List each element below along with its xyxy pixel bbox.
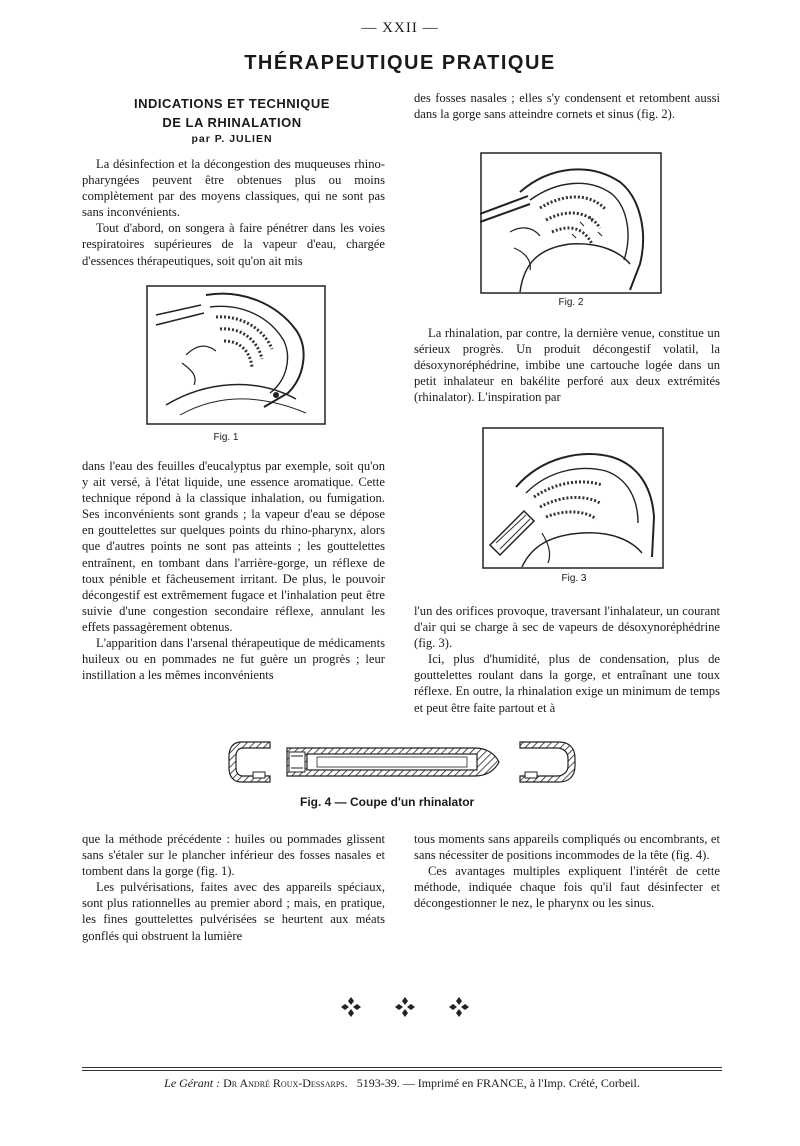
paragraph: L'apparition dans l'arsenal thérapeutique de médicaments huileux ou en pommades ne fut guère un progrès ; leur instillation a les mêmes inconvénients	[82, 636, 385, 683]
col1-mid-text	[82, 458, 385, 683]
col1-top-text	[82, 156, 385, 269]
paragraph: Tout d'abord, on songera à faire pénétrer dans les voies respiratoires supérieures de la vapeur d'eau, chargée d'essences thérapeutiques, soit qu'on ait mis	[82, 221, 385, 268]
paragraph: dans l'eau des feuilles d'eucalyptus par exemple, soit qu'on y ait versé, à l'état liquide, une essence aromatique. Cette technique répond à la classique inhalation, ou fumigation. Ses inconvénients sont grands ; la vapeur d'eau se dépose en gouttelettes sur quelques points du rhino-pharynx, alors que d'autres points ne sont pas atteints ; les gouttelettes entraînent, en tombant dans l'arrière-gorge, un réflexe de toux pénible et fâcheusement irritant. De plus, le pouvoir décongestif est extrêmement fugace et l'inhalation peut être suivie d'une congestion secondaire réflexe, annulant les effets passagèrement obtenus.	[82, 459, 385, 634]
manager-label: Le Gérant :	[164, 1076, 221, 1090]
section-end-ornament	[340, 996, 470, 1018]
col2-bottom-text	[414, 831, 720, 911]
col2-mid2-text	[414, 603, 720, 716]
paragraph: La désinfection et la décongestion des muqueuses rhino-pharyngées peuvent être obtenues plus ou moins complètement par des moyens classiques, qui ne sont pas sans inconvénients.	[82, 157, 385, 220]
figure-3-caption: Fig. 3	[561, 573, 587, 584]
paragraph: tous moments sans appareils compliqués ou encombrants, et sans nécessiter de positions incommodes de la tête (fig. 4).	[414, 832, 720, 863]
article-title-line-1: INDICATIONS ET TECHNIQUE	[134, 96, 330, 111]
paragraph: La rhinalation, par contre, la dernière venue, constitue un sérieux progrès. Un produit décongestif volatil, la désoxynoréphédrine, imbibe une cartouche logée dans un petit inhalateur en bakélite perforé aux deux extrémités (rhinalator). L'inspiration par	[414, 326, 720, 405]
printer-info: — Imprimé en FRANCE, à l'Imp. Crété, Corbeil.	[402, 1076, 640, 1090]
figure-1-caption: Fig. 1	[213, 432, 239, 443]
figure-3-illustration	[482, 427, 664, 569]
paragraph: des fosses nasales ; elles s'y condensent et retombent aussi dans la gorge sans atteindre cornets et sinus (fig. 2).	[414, 91, 720, 122]
diamond-ornament-icon	[340, 996, 362, 1018]
figure-1-illustration	[146, 285, 326, 425]
manager-name: Dr André Roux-Dessarps.	[223, 1076, 348, 1090]
diamond-ornament-icon	[448, 996, 470, 1018]
figure-2-caption: Fig. 2	[558, 297, 584, 308]
paragraph: Ces avantages multiples expliquent l'intérêt de cette méthode, indiquée chaque fois qu'il faut désinfecter et décongestionner le nez, le pharynx ou les sinus.	[414, 864, 720, 911]
paragraph: Ici, plus d'humidité, plus de condensation, plus de gouttelettes roulant dans la gorge, et entraînant une toux réflexe. En outre, la rhinalation exige un minimum de temps et peut être faite partout et à	[414, 652, 720, 715]
col2-top-text	[414, 90, 720, 122]
figure-4-caption: Fig. 4 — Coupe d'un rhinalator	[300, 795, 475, 809]
col2-mid1-text	[414, 325, 720, 405]
col1-bottom-text	[82, 831, 385, 944]
paragraph: Les pulvérisations, faites avec des appareils spéciaux, sont plus rationnelles au premier abord ; mais, en pratique, les fines gouttelettes pulvérisées se heurtent aux méats gonflés qui obstruent la lumière	[82, 880, 385, 943]
diamond-ornament-icon	[394, 996, 416, 1018]
page-title: THÉRAPEUTIQUE PRATIQUE	[244, 52, 556, 74]
article-byline: par P. JULIEN	[191, 133, 273, 145]
paragraph: que la méthode précédente : huiles ou pommades glissent sans s'étaler sur le plancher inférieur des fosses nasales et tombent dans la gorge (fig. 1).	[82, 832, 385, 879]
figure-4-illustration	[225, 736, 581, 788]
article-heading	[82, 94, 382, 147]
imprint-footer	[82, 1076, 722, 1091]
print-number: 5193-39.	[356, 1076, 400, 1090]
page-folio: — XXII —	[361, 20, 439, 36]
footer-rule	[82, 1067, 722, 1068]
footer-rule-thin	[82, 1070, 722, 1071]
paragraph: l'un des orifices provoque, traversant l'inhalateur, un courant d'air qui se charge à sec de vapeurs de désoxynoréphédrine (fig. 3).	[414, 604, 720, 651]
figure-2-illustration	[480, 152, 662, 294]
article-title-line-2: DE LA RHINALATION	[162, 115, 302, 130]
